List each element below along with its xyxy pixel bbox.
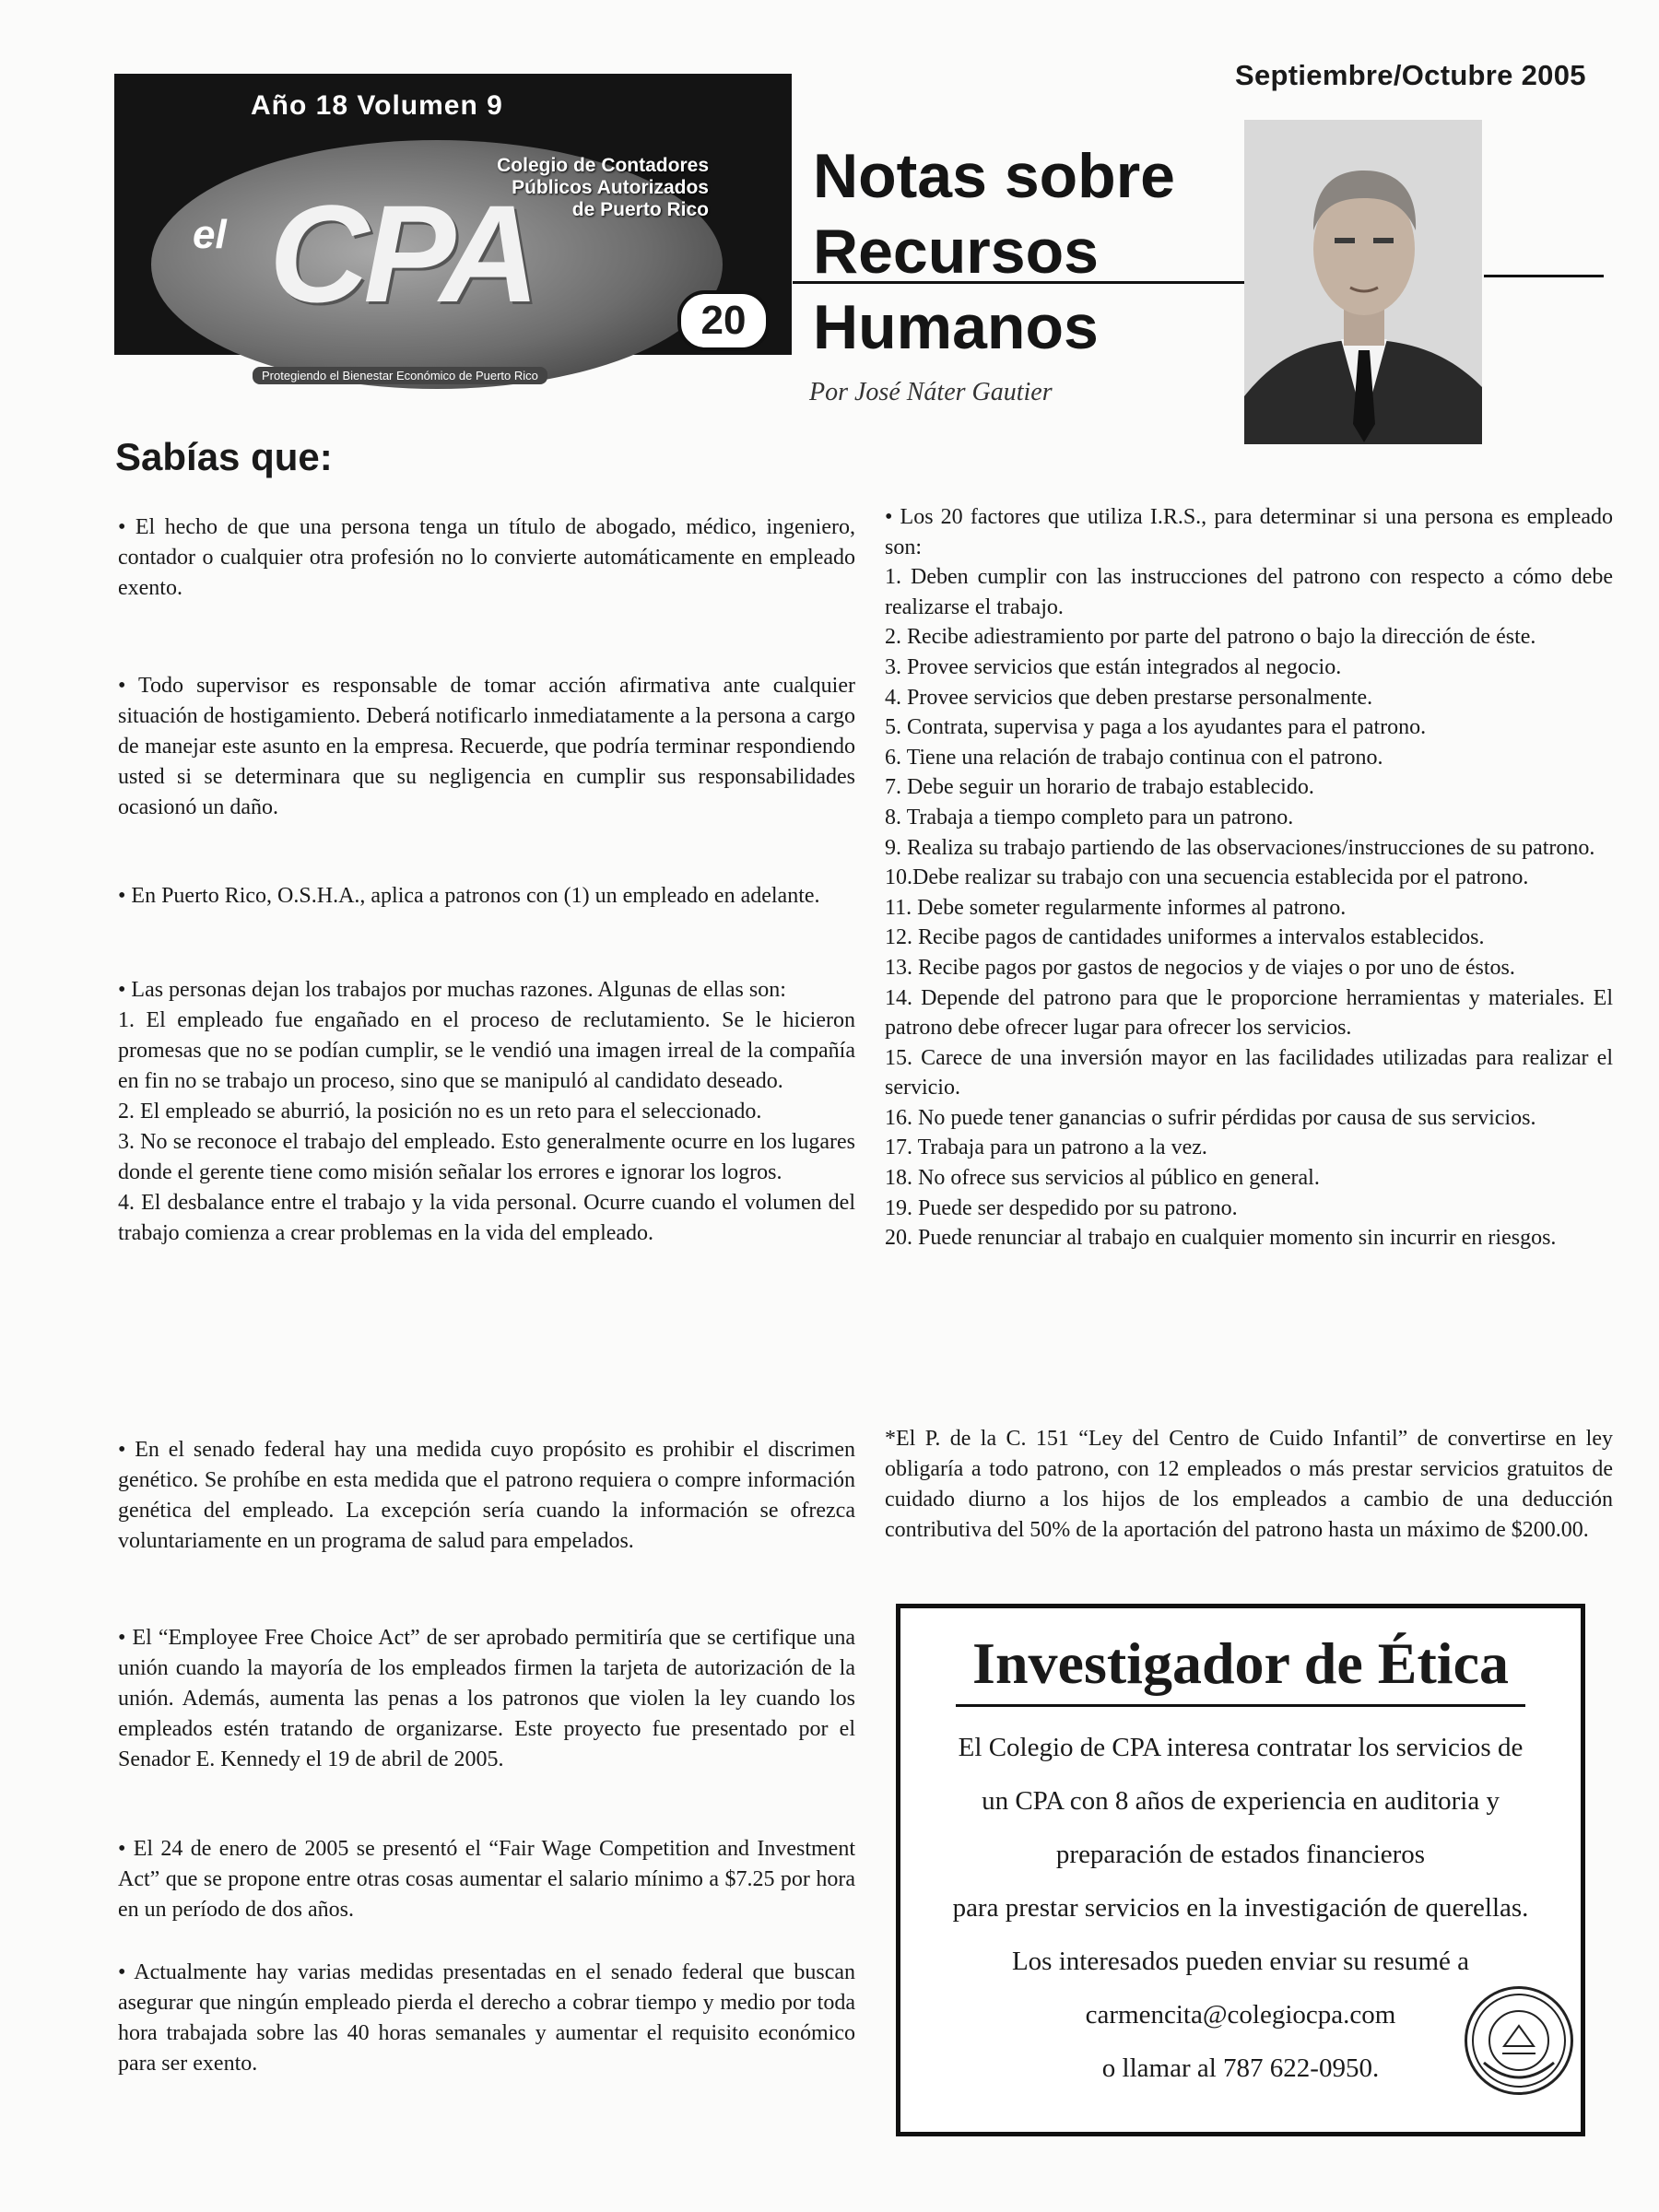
author-photo [1244, 120, 1482, 444]
factor-item: 14. Depende del patrono para que le proporcione herramientas y materiales. El patrono debe ofrecer lugar para ofrecer los servicios. [885, 985, 1613, 1041]
factor-item: 5. Contrata, supervisa y paga a los ayudantes para el patrono. [885, 715, 1427, 740]
factor-item: 19. Puede ser despedido por su patrono. [885, 1195, 1238, 1220]
list-intro: • Las personas dejan los trabajos por muchas razones. Algunas de ellas son: [118, 978, 786, 1002]
bullet-paragraph: • En el senado federal hay una medida cuyo propósito es prohibir el discrimen genético. Se prohíbe en esta medida que el patrono requiera o compre información genética del empleado. La excepción sería cuando la información se ofrezca voluntariamente en un programa de salud para empelados. [118, 1438, 855, 1553]
org-line: de Puerto Rico [571, 199, 709, 220]
ad-line: un CPA con 8 años de experiencia en auditoria y [982, 1786, 1500, 1816]
bullet-paragraph: • El 24 de enero de 2005 se presentó el “Fair Wage Competition and Investment Act” que se propone entre otras cosas aumentar el salario mínimo a $7.25 por hora en un período de dos años. [118, 1837, 855, 1922]
section-heading: Sabías que: [115, 435, 333, 478]
factor-item: 13. Recibe pagos por gastos de negocios y de viajes o por uno de éstos. [885, 955, 1515, 980]
irs-factors-list [885, 502, 1613, 1253]
bullet-paragraph: • Actualmente hay varias medidas presentadas en el senado federal que buscan asegurar que ningún empleado pierda el derecho a cobrar tiempo y medio por toda hora trabajada sobre las 40 horas semanales y aumentar el requisito económico para ser exento. [118, 1960, 855, 2076]
logo-tagline: Protegiendo el Bienestar Económico de Puerto Rico [253, 367, 547, 384]
job-ad-box [896, 1604, 1585, 2136]
year-volume: Año 18 Volumen 9 [251, 90, 503, 121]
bullet-paragraph: • Todo supervisor es responsable de tomar acción afirmativa ante cualquier situación de hostigamiento. Deberá notificarlo inmediatamente a la persona a cargo de manejar este asunto en la empresa. Recuerde, que podría terminar respondiendo usted si se determinara que su negligencia en cumplir sus responsabilidades ocasionó un daño. [118, 674, 855, 819]
list-item: 3. No se reconoce el trabajo del empleado. Esto generalmente ocurre en los lugares donde el gerente tiene como misión señalar los errores e ignorar los logros. [118, 1130, 855, 1184]
factor-item: 3. Provee servicios que están integrados al negocio. [885, 654, 1342, 679]
logo-el: el [193, 212, 227, 257]
factor-item: 18. No ofrece sus servicios al público en general. [885, 1166, 1320, 1191]
factor-item: 11. Debe someter regularmente informes al patrono. [885, 895, 1347, 920]
factor-item: 1. Deben cumplir con las instrucciones del patrono con respecto a cómo debe realizarse el trabajo. [885, 565, 1613, 619]
bullet-paragraph: • El “Employee Free Choice Act” de ser aprobado permitiría que se certifique una unión cuando la mayoría de los empleados firmen la tarjeta de autorización de la unión. Además, aumenta las penas a los patronos que violen la ley cuando los empleados estén tratando de organizarse. Este proyecto fue presentado por el Senador E. Kennedy el 19 de abril de 2005. [118, 1626, 855, 1771]
factor-item: 12. Recibe pagos de cantidades uniformes a intervalos establecidos. [885, 925, 1485, 950]
ad-email: carmencita@colegiocpa.com [1085, 2000, 1396, 2030]
factor-item: 9. Realiza su trabajo partiendo de las observaciones/instrucciones de su patrono. [885, 835, 1595, 860]
issue-date: Septiembre/Octubre 2005 [1235, 59, 1586, 91]
factor-item: 16. No puede tener ganancias o sufrir pérdidas por causa de sus servicios. [885, 1105, 1536, 1130]
bullet-paragraph: • En Puerto Rico, O.S.H.A., aplica a patronos con (1) un empleado en adelante. [118, 884, 820, 908]
legislation-note: *El P. de la C. 151 “Ley del Centro de Cuido Infantil” de convertirse en ley obligaría a todo patrono, con 12 empleados o más prestar servicios gratuitos de cuidado diurno a los hijos de los empleados a cambio de una deducción contributiva del 50% de la aportación del patrono hasta un máximo de $200.00. [885, 1427, 1613, 1542]
author-portrait-icon [1244, 120, 1482, 444]
org-line: Públicos Autorizados [512, 177, 709, 198]
factor-item: 20. Puede renunciar al trabajo en cualquier momento sin incurrir en riesgos. [885, 1226, 1557, 1251]
ad-title-rule [956, 1704, 1525, 1707]
title-rule-right [1484, 275, 1604, 277]
ad-phone: o llamar al 787 622-0950. [1101, 2053, 1380, 2083]
factor-item: 4. Provee servicios que deben prestarse personalmente. [885, 685, 1373, 710]
ad-line: El Colegio de CPA interesa contratar los servicios de [958, 1733, 1524, 1762]
author-byline: Por José Náter Gautier [809, 378, 1053, 406]
factor-item: 15. Carece de una inversión mayor en las facilidades utilizadas para realizar el servicio. [885, 1045, 1613, 1100]
page-number-badge: 20 [677, 290, 770, 351]
factor-item: 10.Debe realizar su trabajo con una secuencia establecida por el patrono. [885, 865, 1529, 890]
factor-item: 8. Trabaja a tiempo completo para un patrono. [885, 805, 1294, 830]
college-seal [1465, 1986, 1573, 2095]
ad-line: para prestar servicios en la investigación de querellas. [952, 1893, 1529, 1923]
column-title [813, 138, 1175, 365]
reasons-list [118, 975, 855, 1249]
list-intro: • Los 20 factores que utiliza I.R.S., para determinar si una persona es empleado son: [885, 505, 1613, 559]
factor-item: 6. Tiene una relación de trabajo continua con el patrono. [885, 745, 1383, 770]
title-line: Recursos [813, 217, 1099, 287]
ad-line: preparación de estados financieros [1055, 1840, 1426, 1869]
list-item: 4. El desbalance entre el trabajo y la vida personal. Ocurre cuando el volumen del trabajo comienza a crear problemas en la vida del empleado. [118, 1191, 855, 1245]
logo-cpa: CPA [269, 176, 535, 331]
org-line: Colegio de Contadores [497, 155, 709, 176]
factor-item: 17. Trabaja para un patrono a la vez. [885, 1135, 1207, 1160]
ad-line: Los interesados pueden enviar su resumé a [1011, 1947, 1470, 1976]
title-line: Humanos [813, 292, 1099, 362]
factor-item: 2. Recibe adiestramiento por parte del patrono o bajo la dirección de éste. [885, 625, 1536, 650]
seal-emblem-icon [1467, 1989, 1571, 2092]
ad-title: Investigador de Ética [972, 1630, 1509, 1696]
list-item: 1. El empleado fue engañado en el proceso de reclutamiento. Se le hicieron promesas que no se podían cumplir, se le vendió una imagen irreal de la compañía en fin no se trabajo un proceso, sino que se manipuló al candidato deseado. [118, 1008, 855, 1093]
list-item: 2. El empleado se aburrió, la posición no es un reto para el seleccionado. [118, 1100, 762, 1124]
title-line: Notas sobre [813, 141, 1175, 211]
factor-item: 7. Debe seguir un horario de trabajo establecido. [885, 775, 1314, 800]
bullet-paragraph: • El hecho de que una persona tenga un título de abogado, médico, ingeniero, contador o cualquier otra profesión no lo convierte automáticamente en empleado exento. [118, 515, 855, 600]
